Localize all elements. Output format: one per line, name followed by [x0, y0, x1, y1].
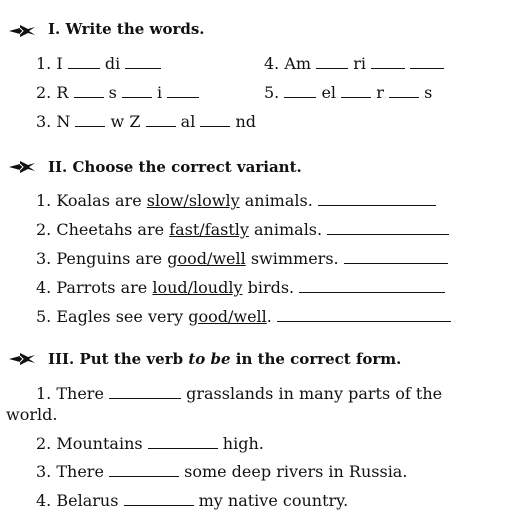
section1-heading: I. Write the words. [48, 20, 205, 38]
verb-2: 2. Mountains high. [36, 434, 264, 453]
section2-heading: II. Choose the correct variant. [48, 158, 302, 176]
choice-5: 5. Eagles see very good/well. [36, 307, 451, 326]
word-2: 2. R s i [36, 83, 199, 102]
section3-heading: III. Put the verb to be in the correct form. [48, 350, 402, 368]
verb-3: 3. There some deep rivers in Russia. [36, 462, 408, 481]
verb-4: 4. Belarus my native country. [36, 491, 349, 510]
word-1: 1. I di [36, 54, 161, 73]
pointing-hand-icon [8, 22, 36, 40]
choice-1: 1. Koalas are slow/slowly animals. [36, 191, 436, 210]
verb-1-continued: world. [6, 405, 58, 424]
choice-4: 4. Parrots are loud/loudly birds. [36, 278, 445, 297]
choice-3: 3. Penguins are good/well swimmers. [36, 249, 448, 268]
verb-1: 1. There grasslands in many parts of the [36, 384, 443, 403]
word-3: 3. N w Z al nd [36, 112, 257, 131]
pointing-hand-icon [8, 350, 36, 368]
choice-2: 2. Cheetahs are fast/fastly animals. [36, 220, 449, 239]
word-4: 4. Am ri [264, 54, 444, 73]
pointing-hand-icon [8, 158, 36, 176]
word-5: 5. el r s [264, 83, 433, 102]
